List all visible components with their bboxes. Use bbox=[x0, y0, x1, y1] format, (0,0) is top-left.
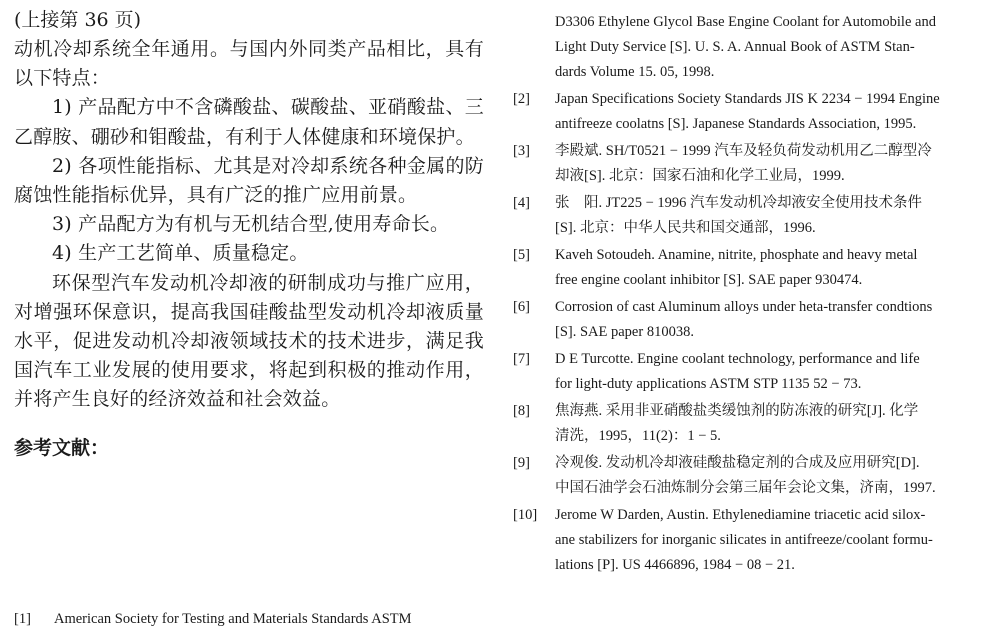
reference-line: ane stabilizers for inorganic silicates in antifreeze/coolant formu- bbox=[555, 532, 933, 548]
reference-line: Corrosion of cast Aluminum alloys under heta-transfer condtions bbox=[555, 299, 933, 315]
reference-line: antifreeze coolatns [S]. Japanese Standards Association, 1995. bbox=[555, 116, 917, 132]
reference-line: 清洗，1995，11(2)：1 − 5. bbox=[555, 428, 721, 444]
reference-line: lations [P]. US 4466896, 1984 − 08 − 21. bbox=[555, 557, 795, 573]
conclusion-paragraph: 环保型汽车发动机冷却液的研制成功与推广应用，对增强环保意识，提高我国硅酸盐型发动机冷却液质量水平，促进发动机冷却液领域技术的技术进步，满足我国汽车工业发展的使用要求，将起到积极的推动作用，并将产生良好的经济效益和社会效益。 bbox=[14, 271, 484, 411]
reference-number: [1] bbox=[14, 611, 31, 627]
reference-item bbox=[513, 503, 975, 578]
reference-number: [6] bbox=[513, 299, 530, 315]
reference-1-start bbox=[14, 608, 484, 630]
reference-line: Jerome W Darden, Austin. Ethylenediamine triacetic acid silox- bbox=[555, 507, 926, 523]
reference-text: American Society for Testing and Materials Standards ASTM bbox=[54, 611, 412, 627]
reference-line: D E Turcotte. Engine coolant technology, performance and life bbox=[555, 351, 920, 367]
feature-point-4: 4) 生产工艺简单、质量稳定。 bbox=[52, 242, 309, 265]
reference-line: 中国石油学会石油炼制分会第三届年会论文集，济南，1997. bbox=[555, 480, 936, 496]
left-column bbox=[14, 6, 484, 461]
reference-line: [S]. 北京：中华人民共和国交通部，1996. bbox=[555, 220, 816, 236]
reference-number: [10] bbox=[513, 507, 538, 523]
reference-item bbox=[513, 347, 975, 397]
reference-line: 李殿斌. SH/T0521 − 1999 汽车及轻负荷发动机用乙二醇型冷 bbox=[555, 143, 932, 159]
reference-number: [2] bbox=[513, 91, 530, 107]
reference-number: [3] bbox=[513, 143, 530, 159]
continued-from-note: (上接第 36 页) bbox=[14, 9, 142, 31]
reference-line: Japan Specifications Society Standards JIS K 2234 − 1994 Engine bbox=[555, 91, 940, 107]
reference-1-continuation bbox=[513, 10, 975, 85]
feature-point-3: 3) 产品配方为有机与无机结合型,使用寿命长。 bbox=[52, 213, 450, 236]
reference-list bbox=[513, 87, 975, 578]
reference-item bbox=[513, 295, 975, 345]
reference-line: 冷观俊. 发动机冷却液硅酸盐稳定剂的合成及应用研究[D]. bbox=[555, 455, 920, 471]
intro-paragraph: 动机冷却系统全年通用。与国内外同类产品相比，具有以下特点： bbox=[14, 38, 484, 90]
reference-line: free engine coolant inhibitor [S]. SAE paper 930474. bbox=[555, 272, 863, 288]
reference-number: [7] bbox=[513, 351, 530, 367]
reference-number: [5] bbox=[513, 247, 530, 263]
reference-item bbox=[513, 87, 975, 137]
reference-number: [8] bbox=[513, 403, 530, 419]
reference-line: Light Duty Service [S]. U. S. A. Annual Book of ASTM Stan- bbox=[555, 39, 915, 55]
reference-item bbox=[513, 451, 975, 501]
reference-item bbox=[513, 139, 975, 189]
reference-line: for light-duty applications ASTM STP 1135 52 − 73. bbox=[555, 376, 862, 392]
reference-number: [4] bbox=[513, 195, 530, 211]
reference-number: [9] bbox=[513, 455, 530, 471]
references-heading: 参考文献： bbox=[14, 436, 110, 459]
reference-item bbox=[513, 243, 975, 293]
feature-point-1: 1) 产品配方中不含磷酸盐、碳酸盐、亚硝酸盐、三乙醇胺、硼砂和钼酸盐，有利于人体健康和环境保护。 bbox=[14, 96, 484, 148]
reference-line: 焦海燕. 采用非亚硝酸盐类缓蚀剂的防冻液的研究[J]. 化学 bbox=[555, 403, 919, 419]
reference-line: dards Volume 15. 05, 1998. bbox=[555, 64, 715, 80]
feature-point-2: 2) 各项性能指标、尤其是对冷却系统各种金属的防腐蚀性能指标优异，具有广泛的推广应用前景。 bbox=[14, 154, 484, 207]
reference-line: 却液[S]. 北京：国家石油和化学工业局，1999. bbox=[555, 168, 845, 184]
reference-line: D3306 Ethylene Glycol Base Engine Coolant for Automobile and bbox=[555, 14, 936, 30]
reference-line: 张 阳. JT225 − 1996 汽车发动机冷却液安全使用技术条件 bbox=[555, 195, 923, 211]
right-column bbox=[513, 10, 975, 578]
reference-item bbox=[513, 191, 975, 241]
reference-line: [S]. SAE paper 810038. bbox=[555, 324, 694, 340]
reference-item bbox=[513, 399, 975, 449]
reference-line: Kaveh Sotoudeh. Anamine, nitrite, phosphate and heavy metal bbox=[555, 247, 918, 263]
